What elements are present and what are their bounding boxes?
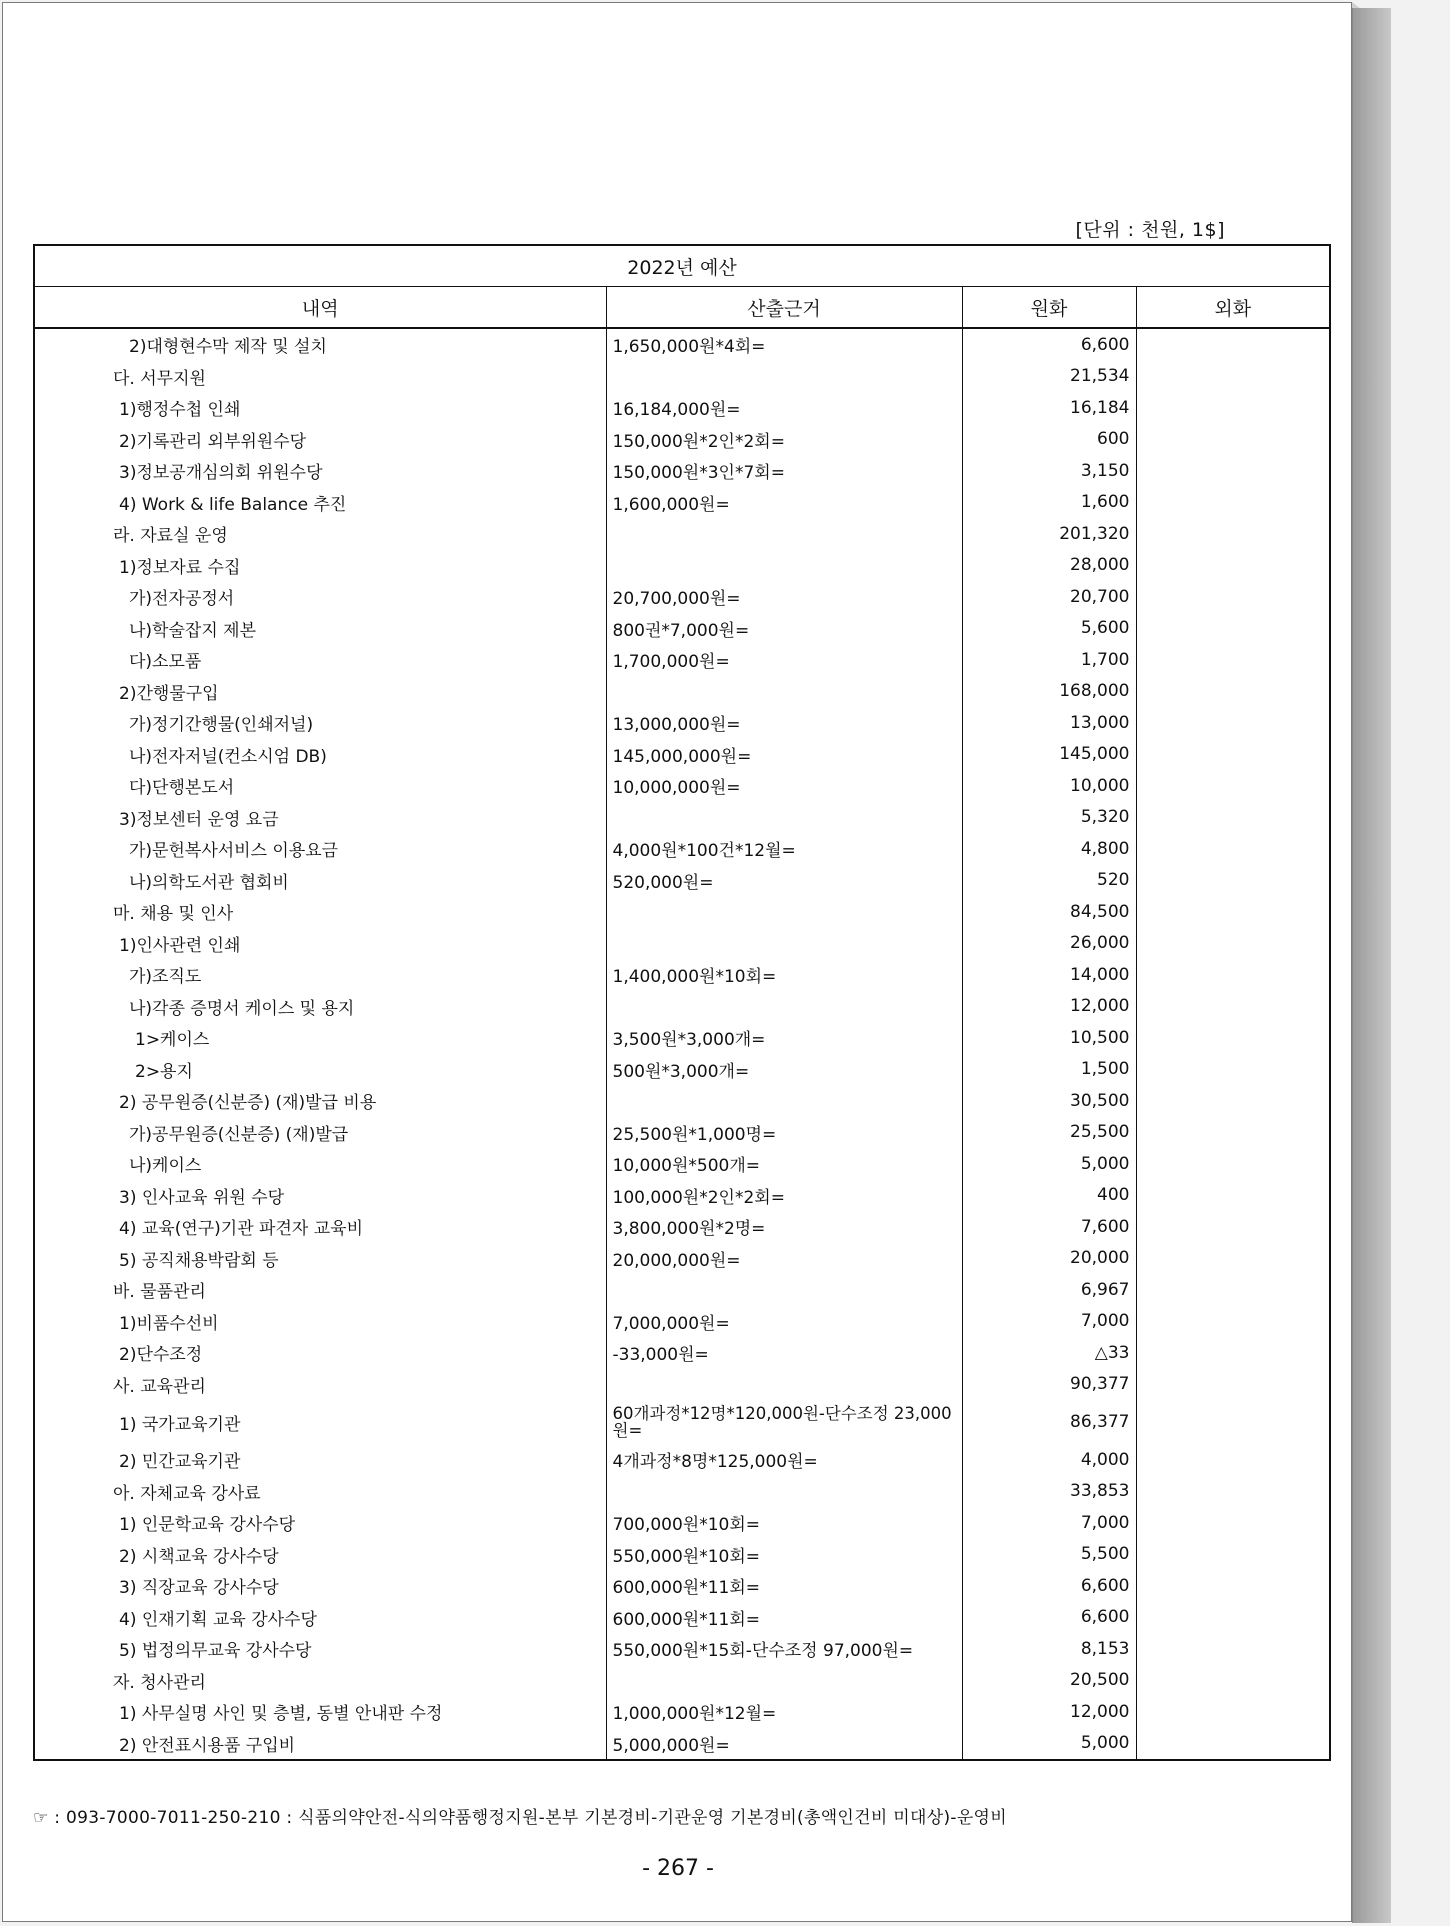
cell-basis: 150,000원*3인*7회= [606, 455, 962, 487]
cell-basis: 150,000원*2인*2회= [606, 424, 962, 456]
table-row [34, 739, 1330, 771]
cell-krw: 20,500 [962, 1665, 1136, 1697]
cell-fx [1136, 1602, 1330, 1634]
cell-item: 가)공무원증(신분증) (재)발급 [34, 1117, 606, 1149]
cell-basis: 10,000원*500개= [606, 1148, 962, 1180]
cell-item: 가)문헌복사서비스 이용요금 [34, 833, 606, 865]
document-page [2, 2, 1352, 1922]
cell-basis [606, 676, 962, 708]
cell-item: 5) 공직채용박람회 등 [34, 1243, 606, 1275]
cell-item: 1)행정수첩 인쇄 [34, 392, 606, 424]
table-row [34, 896, 1330, 928]
table-row [34, 1665, 1330, 1697]
cell-basis: 100,000원*2인*2회= [606, 1180, 962, 1212]
cell-item: 가)정기간행물(인쇄저널) [34, 707, 606, 739]
cell-krw: 168,000 [962, 676, 1136, 708]
cell-basis: 1,700,000원= [606, 644, 962, 676]
cell-fx [1136, 1633, 1330, 1665]
cell-basis: 5,000,000원= [606, 1728, 962, 1761]
cell-fx [1136, 1274, 1330, 1306]
cell-fx [1136, 770, 1330, 802]
cell-item: 5) 법정의무교육 강사수당 [34, 1633, 606, 1665]
cell-krw: 33,853 [962, 1476, 1136, 1508]
table-row [34, 1022, 1330, 1054]
cell-item: 마. 채용 및 인사 [34, 896, 606, 928]
cell-item: 2)간행물구입 [34, 676, 606, 708]
table-row [34, 361, 1330, 393]
cell-item: 다)소모품 [34, 644, 606, 676]
cell-item: 3) 직장교육 강사수당 [34, 1570, 606, 1602]
cell-krw: 201,320 [962, 518, 1136, 550]
table-row [34, 1274, 1330, 1306]
cell-item: 3) 인사교육 위원 수당 [34, 1180, 606, 1212]
cell-item: 자. 청사관리 [34, 1665, 606, 1697]
cell-basis [606, 1274, 962, 1306]
cell-basis: 3,500원*3,000개= [606, 1022, 962, 1054]
cell-basis: 60개과정*12명*120,000원-단수조정 23,000원= [606, 1400, 962, 1444]
cell-item: 나)케이스 [34, 1148, 606, 1180]
table-row [34, 1476, 1330, 1508]
cell-krw: 6,600 [962, 1570, 1136, 1602]
cell-krw: 16,184 [962, 392, 1136, 424]
cell-krw: 5,500 [962, 1539, 1136, 1571]
table-row [34, 707, 1330, 739]
cell-item: 2)대형현수막 제작 및 설치 [34, 328, 606, 361]
table-row [34, 487, 1330, 519]
table-row [34, 1054, 1330, 1086]
cell-fx [1136, 802, 1330, 834]
budget-table [33, 244, 1331, 1761]
cell-item: 나)각종 증명서 케이스 및 용지 [34, 991, 606, 1023]
cell-fx [1136, 1539, 1330, 1571]
cell-fx [1136, 928, 1330, 960]
cell-krw: 13,000 [962, 707, 1136, 739]
table-row [34, 455, 1330, 487]
table-row [34, 802, 1330, 834]
header-krw: 원화 [962, 287, 1136, 329]
cell-basis [606, 1085, 962, 1117]
cell-item: 1) 사무실명 사인 및 층별, 동별 안내판 수정 [34, 1696, 606, 1728]
cell-krw: 86,377 [962, 1400, 1136, 1444]
cell-krw: 6,600 [962, 328, 1136, 361]
cell-basis [606, 896, 962, 928]
cell-krw: 12,000 [962, 1696, 1136, 1728]
cell-krw: 145,000 [962, 739, 1136, 771]
table-row [34, 550, 1330, 582]
cell-krw: 21,534 [962, 361, 1136, 393]
cell-krw: 25,500 [962, 1117, 1136, 1149]
table-row [34, 1211, 1330, 1243]
cell-fx [1136, 1085, 1330, 1117]
cell-krw: 6,600 [962, 1602, 1136, 1634]
table-row [34, 1337, 1330, 1369]
cell-basis: 4개과정*8명*125,000원= [606, 1444, 962, 1476]
cell-basis [606, 1476, 962, 1508]
cell-fx [1136, 1117, 1330, 1149]
table-row [34, 1243, 1330, 1275]
cell-item: 2) 시책교육 강사수당 [34, 1539, 606, 1571]
cell-item: 2>용지 [34, 1054, 606, 1086]
cell-fx [1136, 1728, 1330, 1761]
table-row [34, 581, 1330, 613]
cell-krw: 20,700 [962, 581, 1136, 613]
table-row [34, 392, 1330, 424]
cell-item: 2) 안전표시용품 구입비 [34, 1728, 606, 1761]
cell-fx [1136, 550, 1330, 582]
cell-fx [1136, 833, 1330, 865]
cell-krw: 4,000 [962, 1444, 1136, 1476]
cell-item: 나)의학도서관 협회비 [34, 865, 606, 897]
cell-krw: 7,000 [962, 1306, 1136, 1338]
cell-item: 1) 국가교육기관 [34, 1400, 606, 1444]
cell-krw: 7,000 [962, 1507, 1136, 1539]
cell-item: 1)정보자료 수집 [34, 550, 606, 582]
cell-fx [1136, 1400, 1330, 1444]
cell-basis [606, 361, 962, 393]
cell-item: 1) 인문학교육 강사수당 [34, 1507, 606, 1539]
cell-krw: 10,000 [962, 770, 1136, 802]
cell-basis: 145,000,000원= [606, 739, 962, 771]
unit-label: [단위 : 천원, 1$] [1075, 219, 1225, 241]
cell-basis: -33,000원= [606, 1337, 962, 1369]
cell-fx [1136, 1306, 1330, 1338]
cell-basis [606, 1369, 962, 1401]
table-row [34, 1507, 1330, 1539]
table-row [34, 424, 1330, 456]
cell-fx [1136, 1148, 1330, 1180]
table-row [34, 928, 1330, 960]
table-row [34, 518, 1330, 550]
header-item: 내역 [34, 287, 606, 329]
cell-krw: 1,500 [962, 1054, 1136, 1086]
cell-fx [1136, 1180, 1330, 1212]
table-row [34, 1117, 1330, 1149]
cell-item: 나)전자저널(컨소시엄 DB) [34, 739, 606, 771]
cell-fx [1136, 1243, 1330, 1275]
table-row [34, 1444, 1330, 1476]
cell-krw: 5,000 [962, 1148, 1136, 1180]
cell-krw: 12,000 [962, 991, 1136, 1023]
table-row [34, 1400, 1330, 1444]
cell-basis: 500원*3,000개= [606, 1054, 962, 1086]
cell-basis [606, 928, 962, 960]
cell-basis: 13,000,000원= [606, 707, 962, 739]
table-row [34, 865, 1330, 897]
table-row [34, 1570, 1330, 1602]
cell-krw: 30,500 [962, 1085, 1136, 1117]
cell-fx [1136, 361, 1330, 393]
table-row [34, 1633, 1330, 1665]
cell-basis: 520,000원= [606, 865, 962, 897]
cell-fx [1136, 455, 1330, 487]
cell-item: 2)단수조정 [34, 1337, 606, 1369]
cell-item: 나)학술잡지 제본 [34, 613, 606, 645]
cell-fx [1136, 707, 1330, 739]
table-row [34, 328, 1330, 361]
table-row [34, 1539, 1330, 1571]
cell-fx [1136, 518, 1330, 550]
cell-basis [606, 518, 962, 550]
cell-krw: 28,000 [962, 550, 1136, 582]
table-row [34, 1728, 1330, 1761]
cell-basis [606, 1665, 962, 1697]
cell-fx [1136, 613, 1330, 645]
table-row [34, 1602, 1330, 1634]
cell-fx [1136, 392, 1330, 424]
cell-fx [1136, 424, 1330, 456]
cell-basis: 20,000,000원= [606, 1243, 962, 1275]
cell-basis: 4,000원*100건*12월= [606, 833, 962, 865]
cell-fx [1136, 739, 1330, 771]
table-row [34, 1696, 1330, 1728]
table-row [34, 770, 1330, 802]
table-row [34, 1148, 1330, 1180]
cell-krw: 26,000 [962, 928, 1136, 960]
cell-fx [1136, 644, 1330, 676]
cell-basis: 10,000,000원= [606, 770, 962, 802]
page-edge-shadow [1352, 8, 1391, 1923]
cell-item: 라. 자료실 운영 [34, 518, 606, 550]
cell-basis: 550,000원*15회-단수조정 97,000원= [606, 1633, 962, 1665]
cell-krw: 4,800 [962, 833, 1136, 865]
cell-item: 2) 공무원증(신분증) (재)발급 비용 [34, 1085, 606, 1117]
table-row [34, 991, 1330, 1023]
cell-fx [1136, 1507, 1330, 1539]
cell-basis: 16,184,000원= [606, 392, 962, 424]
cell-item: 4) 교육(연구)기관 파견자 교육비 [34, 1211, 606, 1243]
table-row [34, 959, 1330, 991]
budget-code-note: ☞ : 093-7000-7011-250-210 : 식품의약안전-식의약품행정지원-본부 기본경비-기관운영 기본경비(총액인건비 미대상)-운영비 [33, 1808, 1007, 1828]
cell-fx [1136, 1054, 1330, 1086]
cell-item: 3)정보센터 운영 요금 [34, 802, 606, 834]
table-row [34, 1180, 1330, 1212]
table-row [34, 644, 1330, 676]
cell-krw: 3,150 [962, 455, 1136, 487]
header-fx: 외화 [1136, 287, 1330, 329]
cell-item: 4) 인재기획 교육 강사수당 [34, 1602, 606, 1634]
cell-krw: 400 [962, 1180, 1136, 1212]
cell-basis: 7,000,000원= [606, 1306, 962, 1338]
cell-item: 3)정보공개심의회 위원수당 [34, 455, 606, 487]
cell-krw: 1,700 [962, 644, 1136, 676]
cell-item: 4) Work & life Balance 추진 [34, 487, 606, 519]
cell-fx [1136, 1696, 1330, 1728]
cell-basis: 600,000원*11회= [606, 1602, 962, 1634]
cell-basis: 25,500원*1,000명= [606, 1117, 962, 1149]
cell-krw: 600 [962, 424, 1136, 456]
table-row [34, 1369, 1330, 1401]
cell-item: 가)전자공정서 [34, 581, 606, 613]
cell-item: 1)인사관련 인쇄 [34, 928, 606, 960]
cell-item: 2) 민간교육기관 [34, 1444, 606, 1476]
cell-fx [1136, 896, 1330, 928]
cell-item: 1>케이스 [34, 1022, 606, 1054]
cell-basis [606, 991, 962, 1023]
cell-krw: 84,500 [962, 896, 1136, 928]
cell-krw: 90,377 [962, 1369, 1136, 1401]
cell-fx [1136, 1476, 1330, 1508]
table-row [34, 1306, 1330, 1338]
cell-fx [1136, 959, 1330, 991]
cell-krw: 520 [962, 865, 1136, 897]
cell-basis [606, 802, 962, 834]
page-number: - 267 - [642, 1856, 714, 1881]
cell-krw: 5,600 [962, 613, 1136, 645]
cell-fx [1136, 1369, 1330, 1401]
cell-fx [1136, 676, 1330, 708]
cell-fx [1136, 1444, 1330, 1476]
cell-basis: 1,400,000원*10회= [606, 959, 962, 991]
table-row [34, 613, 1330, 645]
cell-krw: 10,500 [962, 1022, 1136, 1054]
cell-basis: 1,600,000원= [606, 487, 962, 519]
cell-item: 2)기록관리 외부위원수당 [34, 424, 606, 456]
cell-item: 가)조직도 [34, 959, 606, 991]
cell-fx [1136, 1022, 1330, 1054]
cell-fx [1136, 581, 1330, 613]
cell-fx [1136, 487, 1330, 519]
cell-krw: 6,967 [962, 1274, 1136, 1306]
table-row [34, 833, 1330, 865]
cell-fx [1136, 1665, 1330, 1697]
table-body [34, 328, 1330, 1760]
cell-basis: 550,000원*10회= [606, 1539, 962, 1571]
table-title: 2022년 예산 [34, 245, 1330, 287]
cell-item: 다. 서무지원 [34, 361, 606, 393]
table-row [34, 676, 1330, 708]
cell-basis: 800권*7,000원= [606, 613, 962, 645]
cell-fx [1136, 1211, 1330, 1243]
cell-fx [1136, 1570, 1330, 1602]
cell-krw: 14,000 [962, 959, 1136, 991]
cell-item: 다)단행본도서 [34, 770, 606, 802]
cell-krw: 7,600 [962, 1211, 1136, 1243]
cell-fx [1136, 1337, 1330, 1369]
cell-krw: 5,320 [962, 802, 1136, 834]
cell-krw: 20,000 [962, 1243, 1136, 1275]
cell-item: 아. 자체교육 강사료 [34, 1476, 606, 1508]
cell-item: 바. 물품관리 [34, 1274, 606, 1306]
table-row [34, 1085, 1330, 1117]
cell-basis: 20,700,000원= [606, 581, 962, 613]
cell-basis: 3,800,000원*2명= [606, 1211, 962, 1243]
cell-basis: 600,000원*11회= [606, 1570, 962, 1602]
cell-basis: 700,000원*10회= [606, 1507, 962, 1539]
cell-basis: 1,000,000원*12월= [606, 1696, 962, 1728]
cell-krw: 1,600 [962, 487, 1136, 519]
cell-item: 사. 교육관리 [34, 1369, 606, 1401]
cell-krw: △33 [962, 1337, 1136, 1369]
cell-fx [1136, 865, 1330, 897]
cell-krw: 5,000 [962, 1728, 1136, 1761]
cell-fx [1136, 991, 1330, 1023]
cell-item: 1)비품수선비 [34, 1306, 606, 1338]
cell-krw: 8,153 [962, 1633, 1136, 1665]
cell-fx [1136, 328, 1330, 361]
header-basis: 산출근거 [606, 287, 962, 329]
cell-basis [606, 550, 962, 582]
cell-basis: 1,650,000원*4회= [606, 328, 962, 361]
